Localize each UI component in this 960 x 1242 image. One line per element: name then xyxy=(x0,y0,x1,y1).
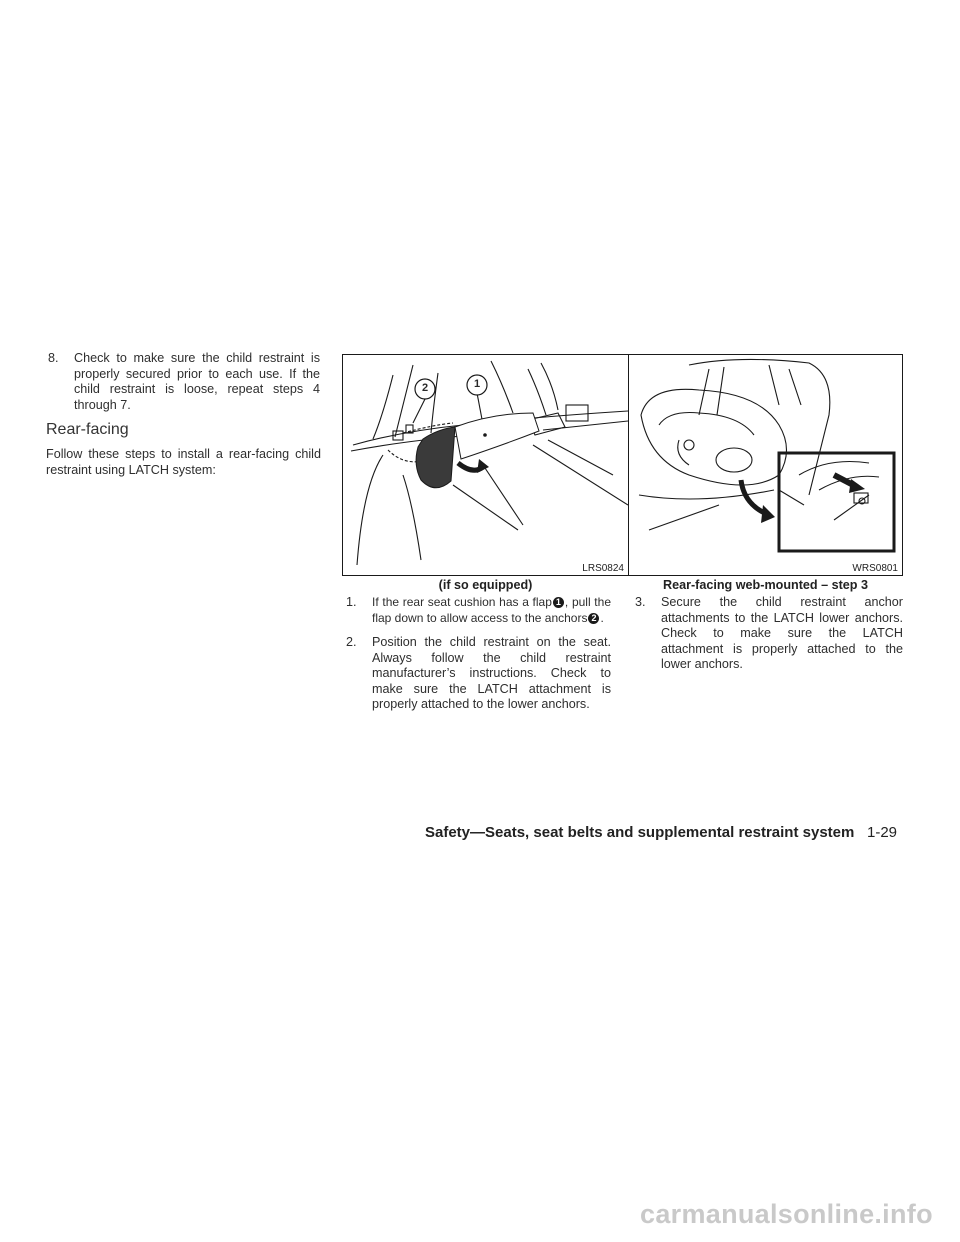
step-number: 8. xyxy=(48,351,59,365)
figure-caption: Rear-facing web-mounted – step 3 xyxy=(662,578,869,592)
step-number: 2. xyxy=(346,635,357,649)
step-8 xyxy=(48,351,320,413)
page-number: 1-29 xyxy=(867,824,898,841)
step-number: 3. xyxy=(635,595,646,609)
step-text: Secure the child restraint anchor attachments to the LATCH lower anchors. Check to make sure the LATCH attachment is properly attached to the lower anchors. xyxy=(661,595,903,671)
step-3 xyxy=(635,595,903,673)
figure-code: LRS0824 xyxy=(582,563,624,574)
figure-latch-flap xyxy=(342,354,629,576)
step-text: , pull the flap down to allow access to the anchors xyxy=(372,595,611,625)
step-number: 1. xyxy=(346,595,357,609)
step-text: . xyxy=(600,610,604,625)
callout-1: 1 xyxy=(474,378,481,390)
seat-flap-illustration xyxy=(343,355,628,575)
step-text: Check to make sure the child restraint is properly secured prior to each use. If the child restraint is loose, repeat steps 4 through 7. xyxy=(74,351,320,412)
step-1 xyxy=(346,595,611,626)
step-2 xyxy=(346,635,611,713)
reference-1-icon: 1 xyxy=(553,597,564,608)
figure-rear-facing-step3 xyxy=(628,354,903,576)
section-footer-title: Safety—Seats, seat belts and supplemental restraint system xyxy=(425,824,855,841)
section-heading: Rear-facing xyxy=(46,421,129,438)
figure-code: WRS0801 xyxy=(852,563,898,574)
figure-caption: (if so equipped) xyxy=(438,578,533,592)
step-text: Position the child restraint on the seat. Always follow the child restraint manufacturer’s instructions. Check to make sure the LATCH attachment is properly attached to the lower anchors. xyxy=(372,635,611,711)
callout-2: 2 xyxy=(422,382,429,394)
rear-facing-seat-illustration xyxy=(629,355,902,575)
reference-2-icon: 2 xyxy=(588,613,599,624)
step-text: If the rear seat cushion has a flap xyxy=(372,595,552,609)
intro-paragraph: Follow these steps to install a rear-facing child restraint using LATCH system: xyxy=(46,447,321,477)
watermark: carmanualsonline.info xyxy=(640,1199,933,1229)
